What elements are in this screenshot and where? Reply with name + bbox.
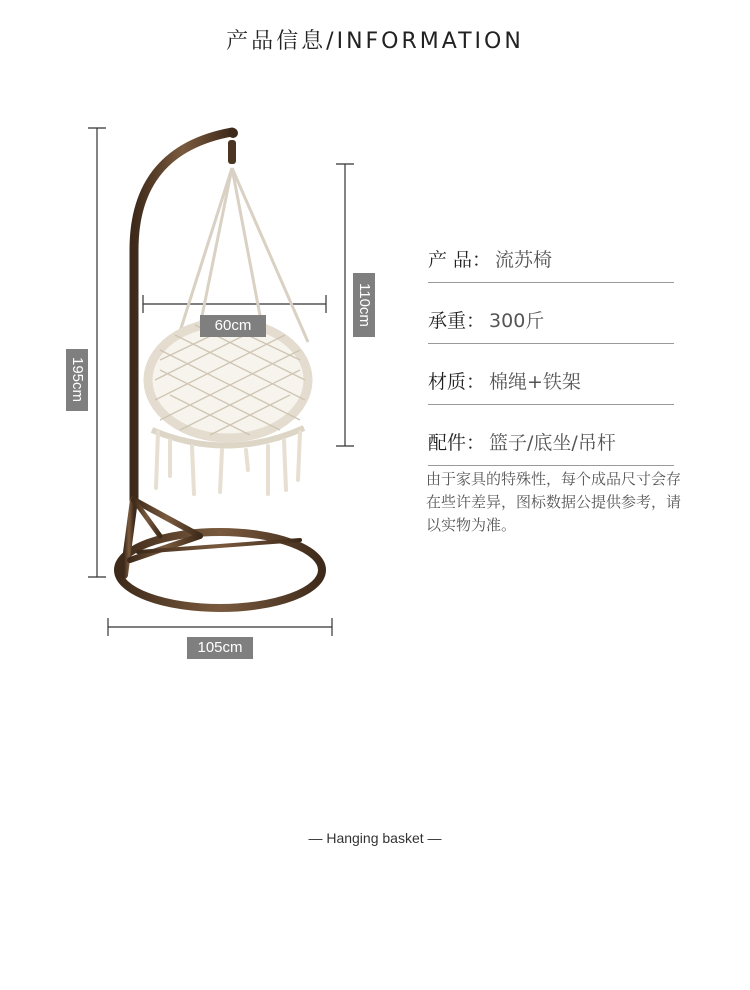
spec-row-material — [428, 344, 674, 405]
height-total-label: 195cm — [66, 349, 88, 411]
seat-width-label: 60cm — [200, 315, 266, 337]
spec-value: 流苏椅 — [495, 249, 553, 271]
spec-list — [428, 222, 674, 466]
spec-key: 产 品： — [428, 249, 492, 271]
page-title: 产品信息/INFORMATION — [226, 29, 524, 54]
spec-value: 篮子/底坐/吊杆 — [489, 432, 616, 454]
disclaimer-note: 由于家具的特殊性，每个成品尺寸会存在些许差异，图标数据公提供参考，请以实物为准。 — [426, 470, 682, 534]
height-chair-label: 110cm — [353, 273, 375, 337]
spec-row-load — [428, 283, 674, 344]
spec-value: 300斤 — [489, 310, 545, 332]
macrame-basket — [148, 322, 308, 446]
spec-key: 材质： — [428, 371, 486, 393]
base-width-label: 105cm — [187, 637, 253, 659]
spec-key: 配件： — [428, 432, 486, 454]
caption: — Hanging basket — — [308, 830, 442, 846]
spec-row-accessories — [428, 405, 674, 466]
spec-key: 承重： — [428, 310, 486, 332]
hook — [228, 140, 236, 164]
spec-row-product — [428, 222, 674, 283]
spec-value: 棉绳+铁架 — [489, 371, 581, 393]
